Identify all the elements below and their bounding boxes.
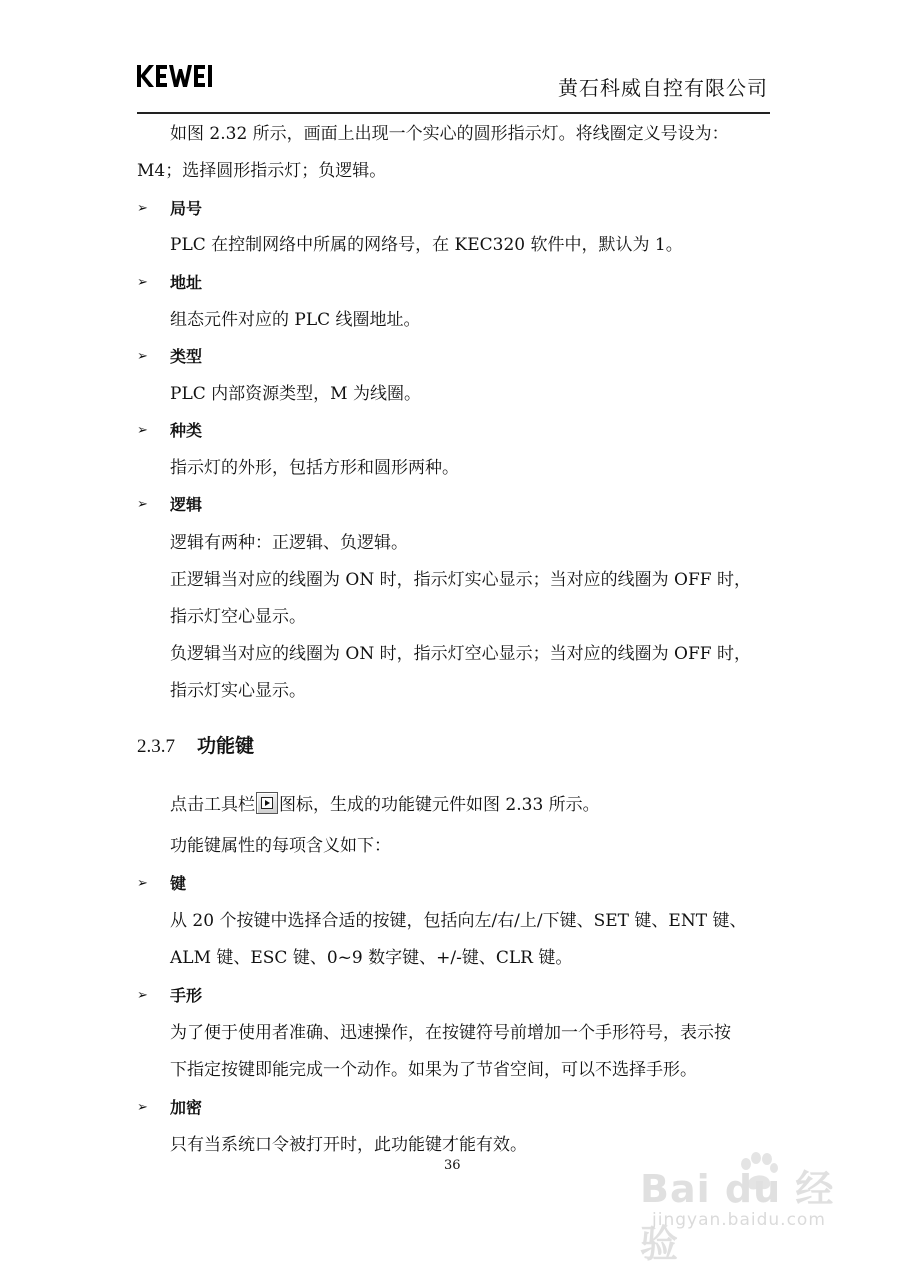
bullet-item-password [137, 1096, 202, 1120]
bullet-text: 只有当系统口令被打开时，此功能键才能有效。 [170, 1135, 527, 1155]
bullet-label: 类型 [170, 347, 203, 366]
bullet-label: 键 [170, 874, 187, 893]
section-line-1-after: 图标，生成的功能键元件如图 2.33 所示。 [279, 795, 600, 815]
bullet-text: ALM 键、ESC 键、0~9 数字键、+/-键、CLR 键。 [170, 948, 573, 968]
page-header [137, 62, 770, 114]
watermark-url: jingyan.baidu.com [652, 1210, 826, 1230]
bullet-item-address [137, 271, 202, 295]
bullet-text: PLC 在控制网络中所属的网络号，在 KEC320 软件中，默认为 1。 [170, 235, 683, 255]
bullet-text: 指示灯空心显示。 [170, 607, 306, 627]
bullet-text: 从 20 个按键中选择合适的按键，包括向左/右/上/下键、SET 键、ENT 键、 [170, 911, 747, 931]
watermark-brand: Bai du 经验 [640, 1167, 835, 1266]
arrowhead-bullet-icon: ➢ [137, 497, 148, 512]
bullet-item-type [137, 345, 202, 369]
bullet-text: 指示灯实心显示。 [170, 681, 306, 701]
bullet-item-hand [137, 984, 202, 1008]
bullet-text: 逻辑有两种：正逻辑、负逻辑。 [170, 533, 408, 553]
arrowhead-bullet-icon: ➢ [137, 201, 148, 216]
arrowhead-bullet-icon: ➢ [137, 275, 148, 290]
section-heading [137, 733, 254, 760]
function-key-tool-icon [256, 792, 278, 814]
bullet-text: 正逻辑当对应的线圈为 ON 时，指示灯实心显示；当对应的线圈为 OFF 时， [170, 570, 751, 590]
arrowhead-bullet-icon: ➢ [137, 988, 148, 1003]
arrowhead-bullet-icon: ➢ [137, 876, 148, 891]
bullet-item-station [137, 197, 202, 221]
intro-line-1: 如图 2.32 所示，画面上出现一个实心的圆形指示灯。将线圈定义号设为： [170, 124, 729, 144]
kewei-logo [137, 64, 219, 90]
bullet-label: 加密 [170, 1098, 203, 1117]
section-line-2: 功能键属性的每项含义如下： [170, 836, 391, 856]
bullet-label: 逻辑 [170, 495, 203, 514]
header-rule [137, 112, 770, 114]
bullet-item-kind [137, 419, 202, 443]
section-title: 功能键 [197, 735, 255, 757]
bullet-text: PLC 内部资源类型，M 为线圈。 [170, 384, 421, 404]
bullet-text: 下指定按键即能完成一个动作。如果为了节省空间，可以不选择手形。 [170, 1060, 697, 1080]
bullet-label: 种类 [170, 421, 203, 440]
arrowhead-bullet-icon: ➢ [137, 1100, 148, 1115]
bullet-text: 指示灯的外形，包括方形和圆形两种。 [170, 458, 459, 478]
bullet-text: 负逻辑当对应的线圈为 ON 时，指示灯空心显示；当对应的线圈为 OFF 时， [170, 644, 751, 664]
arrowhead-bullet-icon: ➢ [137, 423, 148, 438]
bullet-item-key [137, 872, 186, 896]
arrowhead-bullet-icon: ➢ [137, 349, 148, 364]
bullet-label: 手形 [170, 986, 203, 1005]
section-number: 2.3.7 [137, 736, 175, 757]
page-number: 36 [444, 1158, 461, 1173]
bullet-text: 为了便于使用者准确、迅速操作，在按键符号前增加一个手形符号，表示按 [170, 1023, 731, 1043]
baidu-jingyan-watermark [640, 1150, 870, 1266]
section-line-1-before: 点击工具栏 [170, 795, 255, 815]
section-line-1 [170, 792, 600, 817]
intro-line-2: M4；选择圆形指示灯；负逻辑。 [137, 161, 387, 181]
bullet-text: 组态元件对应的 PLC 线圈地址。 [170, 310, 421, 330]
bullet-item-logic [137, 493, 202, 517]
company-name: 黄石科威自控有限公司 [558, 76, 768, 100]
bullet-label: 地址 [170, 273, 203, 292]
bullet-label: 局号 [170, 199, 203, 218]
